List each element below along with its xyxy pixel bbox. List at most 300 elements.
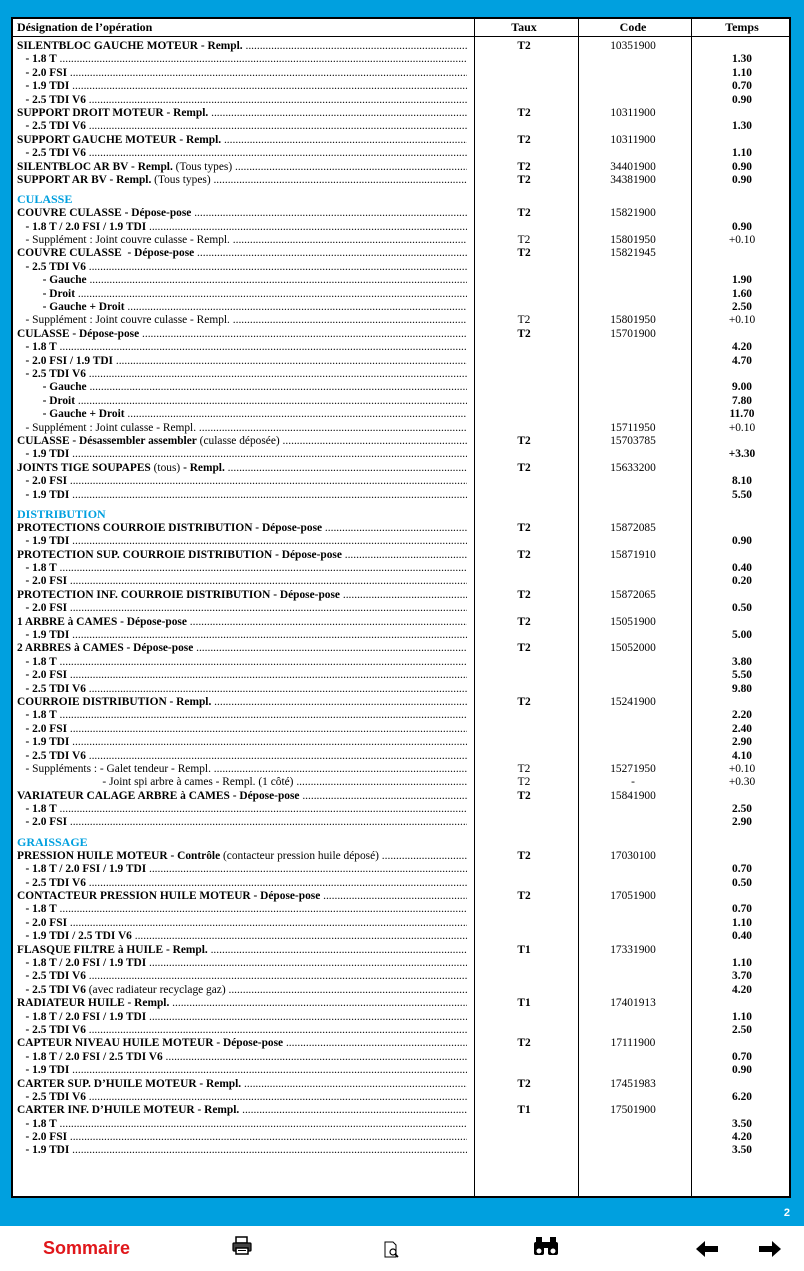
designation-text: CULASSE - Désassembler assembler bbox=[17, 434, 197, 447]
operation-designation bbox=[17, 355, 467, 368]
operation-designation bbox=[17, 448, 467, 461]
dot-leader bbox=[320, 890, 467, 902]
temps-cell: 5.00 bbox=[732, 629, 752, 642]
dot-leader bbox=[232, 161, 467, 173]
dot-leader bbox=[86, 1091, 467, 1103]
printer-icon[interactable] bbox=[231, 1236, 253, 1261]
temps-cell: 0.90 bbox=[732, 173, 752, 186]
operation-designation bbox=[17, 147, 467, 160]
table-row bbox=[13, 53, 789, 66]
code-cell: 15633200 bbox=[610, 461, 656, 474]
designation-text: - 1.8 T / 2.0 FSI / 1.9 TDI bbox=[17, 957, 147, 969]
operation-designation bbox=[17, 850, 467, 863]
operation-designation bbox=[17, 616, 467, 629]
operation-designation bbox=[17, 67, 467, 80]
designation-text: - 2.5 TDI V6 bbox=[17, 93, 86, 106]
page-number: 2 bbox=[783, 1207, 790, 1219]
designation-text: - 1.9 TDI bbox=[17, 1064, 70, 1077]
table-row bbox=[13, 535, 789, 548]
designation-text: - 2.5 TDI V6 bbox=[17, 876, 86, 889]
taux-cell: T2 bbox=[517, 762, 531, 775]
dot-leader bbox=[67, 669, 467, 681]
designation-text: - 1.9 TDI bbox=[17, 736, 70, 749]
temps-cell: 0.70 bbox=[732, 903, 752, 916]
dot-leader bbox=[230, 234, 467, 246]
operation-designation bbox=[17, 221, 467, 234]
dot-leader bbox=[163, 1051, 467, 1063]
dot-leader bbox=[225, 462, 467, 474]
designation-text: CULASSE - Dépose-pose bbox=[17, 327, 140, 340]
designation-note: (tous) bbox=[150, 461, 184, 474]
dot-leader bbox=[67, 1131, 467, 1143]
temps-cell: 1.10 bbox=[732, 916, 752, 929]
operation-designation bbox=[17, 1051, 467, 1064]
temps-cell: 1.10 bbox=[732, 147, 752, 160]
dot-leader bbox=[187, 616, 467, 628]
temps-cell: 3.80 bbox=[732, 655, 752, 668]
taux-cell: T2 bbox=[517, 173, 531, 186]
designation-note: (avec radiateur recyclage gaz) bbox=[85, 983, 226, 996]
temps-cell: 0.90 bbox=[732, 535, 752, 548]
table-row bbox=[13, 890, 789, 903]
operation-designation bbox=[17, 107, 467, 120]
operation-designation bbox=[17, 489, 467, 502]
designation-text: - 2.5 TDI V6 bbox=[17, 367, 86, 380]
temps-cell: 4.20 bbox=[732, 1131, 752, 1144]
table-row bbox=[13, 669, 789, 682]
taux-cell: T2 bbox=[517, 434, 531, 447]
sommaire-link[interactable]: Sommaire bbox=[43, 1238, 131, 1258]
taux-cell: T2 bbox=[517, 461, 531, 474]
designation-text: - 2.0 FSI bbox=[17, 816, 67, 829]
dot-leader bbox=[57, 341, 467, 353]
operation-designation bbox=[17, 120, 467, 133]
temps-cell: 3.70 bbox=[732, 970, 752, 983]
dot-leader bbox=[57, 656, 467, 668]
table-row bbox=[13, 589, 789, 602]
section-title: DISTRIBUTION bbox=[17, 506, 106, 521]
dot-leader bbox=[86, 683, 467, 695]
dot-leader bbox=[146, 221, 467, 233]
operation-designation bbox=[17, 328, 467, 341]
operation-designation bbox=[17, 709, 467, 722]
designation-text: - 2.5 TDI V6 bbox=[17, 970, 86, 983]
designation-text: - 1.9 TDI bbox=[17, 629, 70, 642]
operation-designation bbox=[17, 1011, 467, 1024]
table-row bbox=[13, 709, 789, 722]
code-cell: 15872065 bbox=[610, 588, 656, 601]
dot-leader bbox=[211, 763, 467, 775]
table-row bbox=[13, 736, 789, 749]
table-row bbox=[13, 1024, 789, 1037]
operation-designation bbox=[17, 288, 467, 301]
operation-designation bbox=[17, 368, 467, 381]
table-row bbox=[13, 930, 789, 943]
operation-designation bbox=[17, 562, 467, 575]
designation-text: - Gauche bbox=[17, 381, 87, 394]
dot-leader bbox=[125, 408, 467, 420]
operation-designation bbox=[17, 422, 467, 435]
operation-designation bbox=[17, 877, 467, 890]
table-row bbox=[13, 877, 789, 890]
code-cell: 15052000 bbox=[610, 642, 656, 655]
code-cell: 15841900 bbox=[610, 789, 656, 802]
operation-designation bbox=[17, 1078, 467, 1091]
table-row bbox=[13, 1037, 789, 1050]
taux-cell: T2 bbox=[517, 133, 531, 146]
operation-designation bbox=[17, 314, 467, 327]
temps-cell: 0.20 bbox=[732, 575, 752, 588]
taux-cell: T2 bbox=[517, 1077, 531, 1090]
temps-cell: 4.20 bbox=[732, 983, 752, 996]
temps-cell: 2.50 bbox=[732, 803, 752, 816]
temps-cell: 11.70 bbox=[729, 408, 755, 421]
temps-cell: 2.90 bbox=[732, 736, 752, 749]
dot-leader bbox=[226, 984, 467, 996]
table-row bbox=[13, 850, 789, 863]
operation-designation bbox=[17, 917, 467, 930]
operation-designation bbox=[17, 970, 467, 983]
designation-text: - 1.9 TDI bbox=[17, 488, 70, 501]
designation-text: CAPTEUR NIVEAU HUILE MOTEUR - Dépose-pose bbox=[17, 1037, 284, 1050]
designation-text: 1 ARBRE à CAMES - Dépose-pose bbox=[17, 615, 187, 628]
designation-text: PROTECTION INF. COURROIE DISTRIBUTION - Dépose-pose bbox=[17, 588, 340, 601]
dot-leader bbox=[69, 489, 467, 501]
dot-leader bbox=[299, 790, 467, 802]
code-cell: 10311900 bbox=[610, 106, 656, 119]
designation-note: (contacteur pression huile déposé) bbox=[220, 849, 379, 862]
table-row bbox=[13, 790, 789, 803]
designation-text: PRESSION HUILE MOTEUR - Contrôle bbox=[17, 849, 221, 862]
designation-text: - 1.9 TDI bbox=[17, 80, 70, 93]
dot-leader bbox=[86, 877, 467, 889]
table-row bbox=[13, 489, 789, 502]
temps-cell: 9.00 bbox=[732, 381, 752, 394]
designation-text: - 2.5 TDI V6 bbox=[17, 1090, 86, 1103]
taux-cell: T2 bbox=[517, 890, 531, 903]
taux-cell: T2 bbox=[517, 789, 531, 802]
operation-designation bbox=[17, 261, 467, 274]
taux-cell: T2 bbox=[517, 776, 531, 789]
dot-leader bbox=[146, 957, 467, 969]
binoculars-icon[interactable] bbox=[533, 1236, 559, 1261]
designation-text: - 1.8 T bbox=[17, 655, 57, 668]
table-row bbox=[13, 763, 789, 776]
dot-leader bbox=[241, 1078, 467, 1090]
code-cell: 15241900 bbox=[610, 695, 656, 708]
operation-designation bbox=[17, 997, 467, 1010]
operation-designation bbox=[17, 629, 467, 642]
table-row bbox=[13, 616, 789, 629]
dot-leader bbox=[67, 816, 467, 828]
dot-leader bbox=[243, 40, 467, 52]
operation-designation bbox=[17, 984, 467, 997]
section-heading bbox=[13, 830, 789, 850]
designation-text: CONTACTEUR PRESSION HUILE MOTEUR - Dépose-pose bbox=[17, 890, 321, 903]
operation-designation bbox=[17, 669, 467, 682]
temps-cell: 2.40 bbox=[732, 722, 752, 735]
code-cell: 10311900 bbox=[610, 133, 656, 146]
code-cell: 17331900 bbox=[610, 943, 656, 956]
dot-leader bbox=[57, 903, 467, 915]
dot-leader bbox=[125, 301, 467, 313]
dot-leader bbox=[69, 629, 467, 641]
dot-leader bbox=[75, 288, 467, 300]
operation-designation bbox=[17, 94, 467, 107]
designation-text: - Droit bbox=[17, 287, 75, 300]
table-row bbox=[13, 234, 789, 247]
taux-cell: T2 bbox=[517, 247, 531, 260]
dot-leader bbox=[57, 709, 467, 721]
table-row bbox=[13, 408, 789, 421]
temps-cell: 1.30 bbox=[732, 53, 752, 66]
operation-designation bbox=[17, 696, 467, 709]
table-row bbox=[13, 1131, 789, 1144]
table-row bbox=[13, 903, 789, 916]
operation-designation bbox=[17, 944, 467, 957]
dot-leader bbox=[67, 67, 467, 79]
taux-cell: T2 bbox=[517, 548, 531, 561]
operation-designation bbox=[17, 957, 467, 970]
operation-designation bbox=[17, 80, 467, 93]
table-row bbox=[13, 750, 789, 763]
operation-designation bbox=[17, 462, 467, 475]
temps-cell: 2.50 bbox=[732, 1023, 752, 1036]
operation-designation bbox=[17, 863, 467, 876]
table-row bbox=[13, 997, 789, 1010]
temps-cell: 0.90 bbox=[732, 220, 752, 233]
temps-cell: +3.30 bbox=[728, 448, 756, 461]
operation-designation bbox=[17, 408, 467, 421]
dot-leader bbox=[169, 997, 467, 1009]
table-row bbox=[13, 67, 789, 80]
table-row bbox=[13, 107, 789, 120]
dot-leader bbox=[342, 549, 467, 561]
code-cell: 15711950 bbox=[610, 421, 656, 434]
designation-note: (Tous types) bbox=[172, 160, 233, 173]
operation-designation bbox=[17, 53, 467, 66]
taux-cell: T2 bbox=[517, 521, 531, 534]
bottom-navigation bbox=[0, 1226, 804, 1271]
designation-text: COUVRE CULASSE - Dépose-pose bbox=[17, 247, 195, 260]
dot-leader bbox=[87, 381, 467, 393]
temps-cell: 1.90 bbox=[732, 274, 752, 287]
designation-text: CARTER INF. D’HUILE MOTEUR - Rempl. bbox=[17, 1104, 240, 1117]
table-row bbox=[13, 120, 789, 133]
designation-text: - Supplément : Joint couvre culasse - Rempl. bbox=[17, 314, 230, 327]
designation-text: - Gauche + Droit bbox=[17, 408, 125, 421]
operation-designation bbox=[17, 549, 467, 562]
code-cell: 15871910 bbox=[610, 548, 656, 561]
temps-cell: 0.70 bbox=[732, 80, 752, 93]
table-row bbox=[13, 562, 789, 575]
operation-designation bbox=[17, 1024, 467, 1037]
temps-cell: +0.10 bbox=[728, 421, 756, 434]
taux-cell: T1 bbox=[517, 1104, 531, 1117]
designation-text: - 2.5 TDI V6 bbox=[17, 120, 86, 133]
operation-designation bbox=[17, 1144, 467, 1157]
document-search-icon[interactable] bbox=[383, 1240, 401, 1264]
designation-text: - 1.8 T bbox=[17, 803, 57, 816]
temps-cell: 0.40 bbox=[732, 930, 752, 943]
designation-text: - 2.0 FSI bbox=[17, 602, 67, 615]
code-cell: 34401900 bbox=[610, 160, 656, 173]
table-body bbox=[13, 40, 789, 1158]
code-cell: 17111900 bbox=[610, 1037, 656, 1050]
table-row bbox=[13, 683, 789, 696]
designation-text: FLASQUE FILTRE à HUILE - Rempl. bbox=[17, 943, 208, 956]
section-title: GRAISSAGE bbox=[17, 834, 88, 849]
taux-cell: T2 bbox=[517, 106, 531, 119]
temps-cell: 1.60 bbox=[732, 287, 752, 300]
table-row bbox=[13, 247, 789, 260]
table-row bbox=[13, 656, 789, 669]
dot-leader bbox=[75, 395, 467, 407]
taux-cell: T2 bbox=[517, 588, 531, 601]
code-cell: 15271950 bbox=[610, 762, 656, 775]
operation-designation bbox=[17, 161, 467, 174]
designation-text: RADIATEUR HUILE - Rempl. bbox=[17, 997, 170, 1010]
dot-leader bbox=[69, 1064, 467, 1076]
dot-leader bbox=[86, 1024, 467, 1036]
dot-leader bbox=[283, 1037, 467, 1049]
taux-cell: T2 bbox=[517, 160, 531, 173]
table-row bbox=[13, 1064, 789, 1077]
operation-designation bbox=[17, 723, 467, 736]
code-cell: 15821900 bbox=[610, 207, 656, 220]
table-row bbox=[13, 816, 789, 829]
dot-leader bbox=[208, 944, 467, 956]
operation-designation bbox=[17, 435, 467, 448]
dot-leader bbox=[113, 355, 467, 367]
dot-leader bbox=[322, 522, 467, 534]
designation-text: - 2.0 FSI bbox=[17, 1131, 67, 1144]
designation-text-end: - Rempl. bbox=[183, 461, 225, 474]
table-row bbox=[13, 174, 789, 187]
taux-cell: T2 bbox=[517, 234, 531, 247]
temps-cell: 3.50 bbox=[732, 1144, 752, 1157]
arrow-right-icon[interactable] bbox=[758, 1239, 782, 1263]
table-row bbox=[13, 368, 789, 381]
table-row bbox=[13, 1104, 789, 1117]
operation-designation bbox=[17, 903, 467, 916]
dot-leader bbox=[69, 80, 467, 92]
operation-designation bbox=[17, 475, 467, 488]
header-taux: Taux bbox=[511, 20, 537, 34]
table-row bbox=[13, 40, 789, 53]
dot-leader bbox=[69, 535, 467, 547]
code-cell: 17401913 bbox=[610, 997, 656, 1010]
designation-text: - 1.8 T / 2.0 FSI / 1.9 TDI bbox=[17, 220, 147, 233]
table-row bbox=[13, 575, 789, 588]
operation-designation bbox=[17, 522, 467, 535]
code-cell: 15872085 bbox=[610, 521, 656, 534]
dot-leader bbox=[86, 750, 467, 762]
operation-designation bbox=[17, 381, 467, 394]
taux-cell: T2 bbox=[517, 40, 531, 52]
table-row bbox=[13, 1051, 789, 1064]
table-row bbox=[13, 261, 789, 274]
dot-leader bbox=[379, 850, 467, 862]
dot-leader bbox=[86, 94, 467, 106]
dot-leader bbox=[146, 863, 467, 875]
operation-designation bbox=[17, 535, 467, 548]
table-row bbox=[13, 917, 789, 930]
taux-cell: T2 bbox=[517, 1037, 531, 1050]
dot-leader bbox=[86, 970, 467, 982]
designation-text: SUPPORT AR BV - Rempl. bbox=[17, 173, 152, 186]
designation-text: - 1.9 TDI bbox=[17, 535, 70, 548]
designation-text: SILENTBLOC AR BV - Rempl. bbox=[17, 160, 173, 173]
operation-designation bbox=[17, 763, 467, 776]
operation-designation bbox=[17, 930, 467, 943]
designation-text: - 2.0 FSI bbox=[17, 916, 67, 929]
dot-leader bbox=[69, 448, 467, 460]
table-row bbox=[13, 475, 789, 488]
taux-cell: T2 bbox=[517, 207, 531, 220]
taux-cell: T2 bbox=[517, 695, 531, 708]
arrow-left-icon[interactable] bbox=[695, 1239, 719, 1263]
operation-designation bbox=[17, 1091, 467, 1104]
table-row bbox=[13, 522, 789, 535]
designation-note: (Tous types) bbox=[151, 173, 211, 186]
code-cell: 17501900 bbox=[610, 1104, 656, 1117]
temps-cell: 4.10 bbox=[732, 749, 752, 762]
table-row bbox=[13, 147, 789, 160]
temps-cell: 0.70 bbox=[732, 863, 752, 876]
temps-cell: 2.20 bbox=[732, 709, 752, 722]
dot-leader bbox=[191, 207, 467, 219]
operation-designation bbox=[17, 134, 467, 147]
designation-text: COUVRE CULASSE - Dépose-pose bbox=[17, 207, 192, 220]
designation-text: - 2.0 FSI bbox=[17, 66, 67, 79]
dot-leader bbox=[230, 314, 467, 326]
code-cell: - bbox=[631, 776, 635, 789]
taux-cell: T2 bbox=[517, 327, 531, 340]
designation-text: - 2.5 TDI V6 bbox=[17, 147, 86, 160]
temps-cell: 0.50 bbox=[732, 602, 752, 615]
table-row bbox=[13, 776, 789, 789]
designation-text: - 1.8 T / 2.0 FSI / 1.9 TDI bbox=[17, 1010, 147, 1023]
dot-leader bbox=[196, 422, 467, 434]
dot-leader bbox=[293, 776, 467, 788]
designation-text: - 2.0 FSI / 1.9 TDI bbox=[17, 354, 113, 367]
operation-designation bbox=[17, 247, 467, 260]
designation-text: - 2.5 TDI V6 bbox=[17, 983, 86, 996]
table-row bbox=[13, 1091, 789, 1104]
designation-text: PROTECTIONS COURROIE DISTRIBUTION - Dépose-pose bbox=[17, 521, 323, 534]
temps-cell: 1.10 bbox=[732, 1010, 752, 1023]
designation-text: - 1.8 T / 2.0 FSI / 2.5 TDI V6 bbox=[17, 1050, 163, 1063]
table-row bbox=[13, 207, 789, 220]
header-code: Code bbox=[619, 20, 647, 34]
table-row bbox=[13, 435, 789, 448]
operation-designation bbox=[17, 341, 467, 354]
code-cell: 15801950 bbox=[610, 234, 656, 247]
temps-cell: 0.90 bbox=[732, 93, 752, 106]
designation-text: COURROIE DISTRIBUTION - Rempl. bbox=[17, 695, 212, 708]
dot-leader bbox=[69, 736, 467, 748]
taux-cell: T2 bbox=[517, 642, 531, 655]
operation-designation bbox=[17, 776, 467, 789]
operation-designation bbox=[17, 1104, 467, 1117]
designation-text: - 2.5 TDI V6 bbox=[17, 749, 86, 762]
temps-cell: 0.40 bbox=[732, 562, 752, 575]
operation-designation bbox=[17, 890, 467, 903]
table-row bbox=[13, 288, 789, 301]
dot-leader bbox=[67, 602, 467, 614]
temps-cell: 4.70 bbox=[732, 354, 752, 367]
